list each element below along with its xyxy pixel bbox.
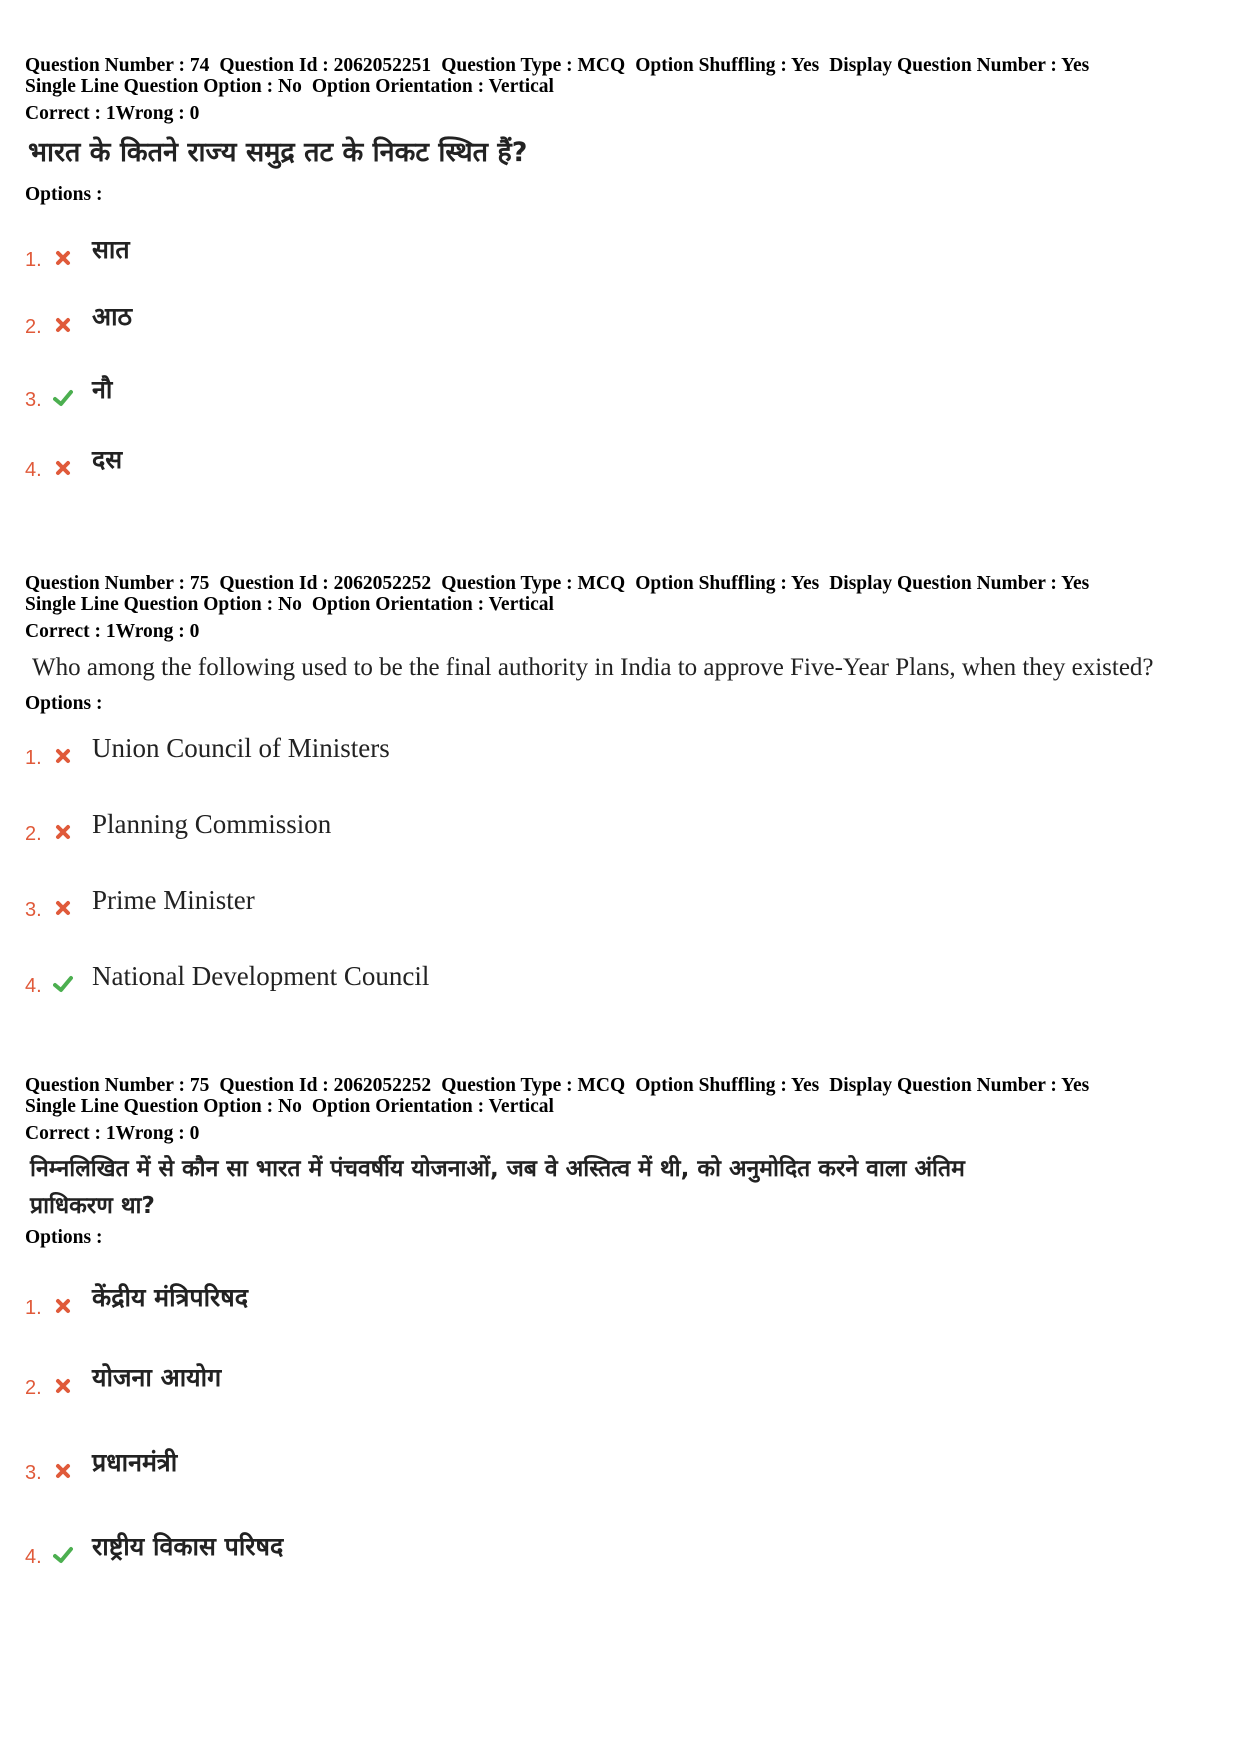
option-orientation: Option Orientation : Vertical: [311, 76, 554, 97]
cross-icon: [53, 248, 73, 268]
option-number: 1.: [25, 1297, 42, 1319]
question-text: Who among the following used to be the final authority in India to approve Five-Year Plans, when they existed?: [32, 654, 1154, 681]
cross-icon: [53, 746, 73, 766]
question-block-75-hi: [25, 1075, 1215, 1249]
option-text: सात: [92, 235, 130, 264]
cross-icon: [53, 315, 73, 335]
option-number: 2.: [25, 823, 42, 845]
question-number: Question Number : 75: [25, 573, 210, 594]
option-number: 3.: [25, 1462, 42, 1484]
option-number: 2.: [25, 1377, 42, 1399]
wrong-score: Wrong : 0: [115, 1123, 200, 1144]
display-question-number: Display Question Number : Yes: [829, 573, 1090, 594]
question-number: Question Number : 75: [25, 1075, 210, 1096]
question-text-line-1: निम्नलिखित में से कौन सा भारत में पंचवर्षीय योजनाओं, जब वे अस्तित्व में थी, को अनुमोदित करने वाला अंतिम: [30, 1156, 965, 1182]
cross-icon: [53, 1461, 73, 1481]
option-1: [25, 1278, 825, 1318]
option-number: 3.: [25, 899, 42, 921]
question-block-74: [25, 55, 1215, 206]
options-label: Options :: [25, 693, 103, 714]
option-2: [25, 297, 825, 337]
option-2: [25, 1358, 825, 1398]
question-id: Question Id : 2062052252: [219, 573, 432, 594]
option-text: दस: [92, 445, 123, 474]
option-number: 1.: [25, 747, 42, 769]
option-number: 2.: [25, 316, 42, 338]
question-type: Question Type : MCQ: [441, 55, 626, 76]
single-line-option: Single Line Question Option : No: [25, 76, 302, 97]
option-shuffling: Option Shuffling : Yes: [635, 55, 820, 76]
wrong-score: Wrong : 0: [115, 103, 200, 124]
option-4: [25, 440, 825, 480]
option-number: 4.: [25, 975, 42, 997]
option-number: 3.: [25, 389, 42, 411]
check-icon: [53, 1545, 73, 1565]
option-text: आठ: [92, 302, 133, 331]
question-meta-line-1: [25, 573, 1215, 594]
question-text-line-2: प्राधिकरण था?: [30, 1193, 155, 1219]
option-number: 4.: [25, 1546, 42, 1568]
question-id: Question Id : 2062052252: [219, 1075, 432, 1096]
check-icon: [53, 388, 73, 408]
question-meta-line-2: [25, 76, 1215, 97]
single-line-option: Single Line Question Option : No: [25, 1096, 302, 1117]
question-text: भारत के कितने राज्य समुद्र तट के निकट स्थित हैं?: [28, 137, 528, 168]
option-4: [25, 1527, 825, 1567]
option-shuffling: Option Shuffling : Yes: [635, 573, 820, 594]
display-question-number: Display Question Number : Yes: [829, 1075, 1090, 1096]
option-orientation: Option Orientation : Vertical: [311, 1096, 554, 1117]
option-2: [25, 804, 825, 844]
option-text: Union Council of Ministers: [92, 733, 390, 763]
cross-icon: [53, 458, 73, 478]
question-meta-line-1: [25, 1075, 1215, 1096]
option-text: Planning Commission: [92, 809, 332, 839]
question-id: Question Id : 2062052251: [219, 55, 432, 76]
display-question-number: Display Question Number : Yes: [829, 55, 1090, 76]
option-3: [25, 370, 825, 410]
score-line: [25, 621, 1215, 643]
correct-score: Correct : 1: [25, 103, 116, 124]
option-text: योजना आयोग: [92, 1363, 222, 1392]
question-type: Question Type : MCQ: [441, 1075, 626, 1096]
question-type: Question Type : MCQ: [441, 573, 626, 594]
question-meta-line-1: [25, 55, 1215, 76]
single-line-option: Single Line Question Option : No: [25, 594, 302, 615]
check-icon: [53, 974, 73, 994]
cross-icon: [53, 898, 73, 918]
option-number: 4.: [25, 459, 42, 481]
correct-score: Correct : 1: [25, 621, 116, 642]
option-1: [25, 728, 825, 768]
question-number: Question Number : 74: [25, 55, 210, 76]
cross-icon: [53, 822, 73, 842]
cross-icon: [53, 1376, 73, 1396]
option-shuffling: Option Shuffling : Yes: [635, 1075, 820, 1096]
wrong-score: Wrong : 0: [115, 621, 200, 642]
score-line: [25, 1123, 1215, 1145]
option-text: राष्ट्रीय विकास परिषद: [92, 1532, 284, 1561]
option-1: [25, 230, 825, 270]
options-label: Options :: [25, 1227, 103, 1248]
option-text: प्रधानमंत्री: [92, 1448, 178, 1477]
option-text: नौ: [92, 375, 113, 404]
correct-score: Correct : 1: [25, 1123, 116, 1144]
option-text: National Development Council: [92, 961, 430, 991]
option-4: [25, 956, 825, 996]
option-text: Prime Minister: [92, 885, 255, 915]
question-meta-line-2: [25, 1096, 1215, 1117]
options-label: Options :: [25, 184, 103, 205]
option-3: [25, 880, 825, 920]
option-text: केंद्रीय मंत्रिपरिषद: [92, 1283, 249, 1312]
question-meta-line-2: [25, 594, 1215, 615]
option-3: [25, 1443, 825, 1483]
option-number: 1.: [25, 249, 42, 271]
score-line: [25, 103, 1215, 125]
question-block-75-en: [25, 573, 1215, 715]
cross-icon: [53, 1296, 73, 1316]
option-orientation: Option Orientation : Vertical: [311, 594, 554, 615]
